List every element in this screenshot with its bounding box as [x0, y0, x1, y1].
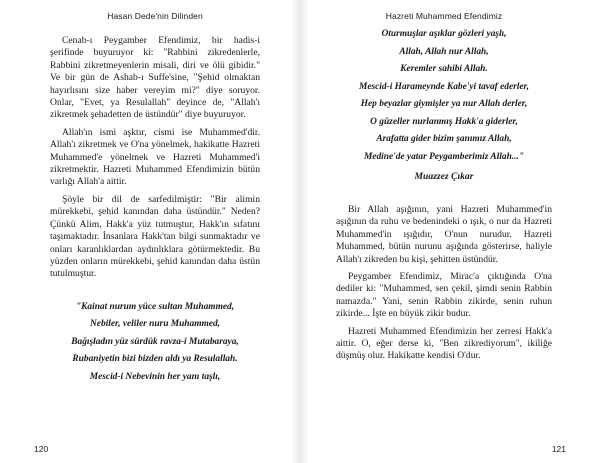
poem-line: O güzeller nurlanmış Hakk'a giderler, [370, 116, 518, 127]
body-text [50, 35, 260, 281]
poem-line: Bağışladın yüz sürdük ravza-i Mutabaraya, [71, 336, 239, 347]
paragraph: Bir Allah aşığının, yani Hazreti Muhammed'in aşığının da ruhu ve bedenindeki o ışık, o nur da Hazreti Muhammed'in ışığıdır, O'nun nurudur. Hazreti Muhammed, bütün nurunu aşığında gösterirse, haliyle Allah'ı zikreden bu kişi, şehitten üstündür. [336, 204, 552, 265]
body-text [336, 204, 552, 363]
paragraph: Allah'ın ismi aşktır, cismi ise Muhammed'dir. Allah'ı zikretmek ve O'na yönelmek, hakikatte Hazreti Muhammed'e yönelmek ve Hazreti Muhammed'i zikretmektir. Hazreti Muhammed Efendimizin bütün varlığı Allah'a aittir. [50, 126, 260, 188]
poem-line: Allah, Allah nur Allah, [399, 46, 489, 57]
poem-line: Medine'de yatar Peygamberimiz Allah..." [363, 151, 525, 162]
right-page [300, 0, 600, 463]
poem-line: Rubaniyetin bizi bizden aldı ya Resulallah. [72, 354, 238, 365]
paragraph: Hazreti Muhammed Efendimizin her zerresi Hakk'a aittir. O, eğer derse ki, "Ben zikrediyorum", ikiliğe düşmüş olur. Hakikatte kendisi O'dur. [336, 325, 552, 362]
running-header: Hasan Dede'nin Dilinden [107, 11, 203, 21]
poem-line: "Kainat nurum yüce sultan Muhammed, [75, 301, 235, 312]
page-number: 120 [34, 444, 49, 454]
poem-line: Nebiler, veliler nuru Muhammed, [90, 319, 220, 330]
page-number: 121 [551, 444, 566, 454]
poem-line: Hep beyazlar giymişler ya nur Allah derler, [360, 99, 528, 109]
poem-line: Mescid-i Harameynde Kabe'yi tavaf ederler, [358, 81, 529, 92]
poem-line: Arafatta gider bizim şanımız Allah, [376, 134, 512, 144]
running-header: Hazreti Muhammed Efendimiz [385, 11, 503, 21]
paragraph: Cenab-ı Peygamber Efendimiz, bir hadis-i şerifinde buyuruyor ki: "Rabbini zikredenlerle, Rabbini zikretmeyenlerin misali, diri ve ölü gibidir." Ve bir gün de Ashab-ı Suffe'sine, "Şehid olmaktan hayırlısını size haber vereyim mi?" diye soruyor. Onlar, "Evet, ya Resulallah" deyince de, "Allah'ı zikretmek şehadetten de üstündür" diye buyuruyor. [50, 35, 260, 121]
paragraph: Peygamber Efendimiz, Mirac'a çıktığında O'na dediler ki: "Muhammed, sen çekil, şimdi senin Rabbin namazda." Yani, senin Rabbin zikirde, senin ruhun zikirde... İşte en büyük zikir budur. [336, 271, 552, 320]
poem [50, 299, 260, 387]
poem-author: Muazzez Çıkar [414, 171, 474, 182]
poem-line: Keremler sahibi Allah. [400, 64, 488, 74]
paragraph: Şöyle bir dil de sarfedilmiştir: "Bir alimin mürekkebi, şehid kanından daha üstündür." Neden? Çünkü Alim, Hakk'a yüz tutmuştur, Hakk'ın sıfatını taşımaktadır. İnsanlara Hakk'tan bilgi sunmaktadır ve onları karanlıklardan aydınlıklara götürmektedir. Bu yüzden onların mürekkebi, şehid kanından daha üstün tutulmuştur. [50, 193, 260, 280]
poem-line: Oturmuşlar aşıklar gözleri yaşlı, [381, 29, 507, 39]
poem [336, 26, 552, 166]
poem-line: Mescid-i Nebevinin her yanı taşlı, [89, 371, 221, 382]
